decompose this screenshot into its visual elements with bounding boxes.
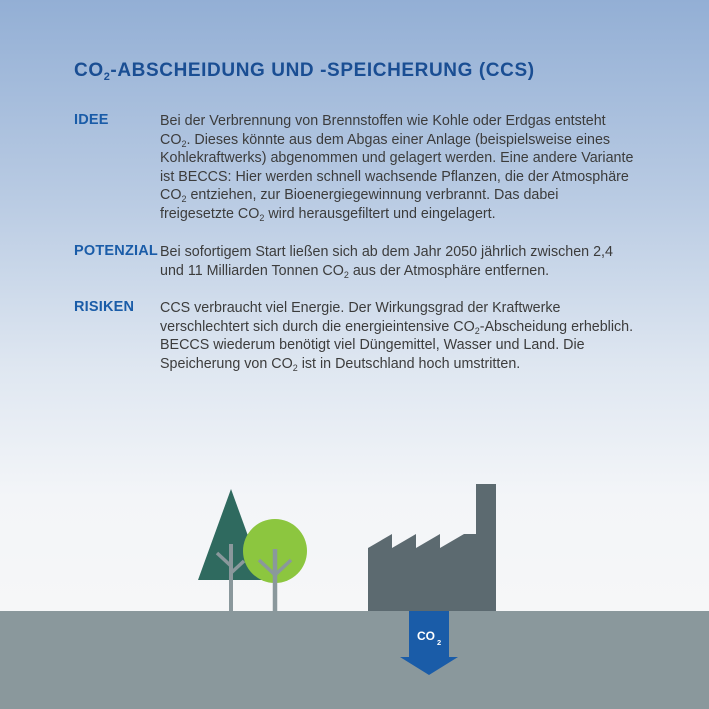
arrow-label: CO xyxy=(417,629,435,643)
title-rest: -ABSCHEIDUNG UND -SPEICHERUNG (CCS) xyxy=(110,60,535,81)
text-run: wird herausgefiltert und eingelagert. xyxy=(264,205,496,222)
text-subscript: 2 xyxy=(474,325,480,336)
text-run: -Abscheidung erheblich. BECCS wiederum benötigt viel Düngemittel, Wasser und Land. Die Speicherung von CO xyxy=(160,318,634,372)
title-co: CO xyxy=(74,60,104,81)
section-label: POTENZIAL xyxy=(74,243,158,259)
text-run: ist in Deutschland hoch umstritten. xyxy=(297,355,521,372)
text-run: Bei sofortigem Start ließen sich ab dem Jahr 2050 jährlich zwischen 2,4 und 11 Milliarden Tonnen CO xyxy=(160,244,613,279)
text-subscript: 2 xyxy=(259,212,265,223)
text-run: Bei der Verbrennung von Brennstoffen wie Kohle oder Erdgas entsteht CO xyxy=(160,113,606,148)
deciduous-tree xyxy=(243,519,307,611)
text-subscript: 2 xyxy=(181,138,187,149)
text-subscript: 2 xyxy=(343,269,349,280)
text-run: . Dieses könnte aus dem Abgas einer Anlage (beispielsweise eines Kohlekraftwerks) abgenommen und gelagert werden. Eine andere Variante ist BECCS: Hier werden schnell wachsende Pflanzen, die der Atmosphäre CO xyxy=(160,131,634,204)
section-label: IDEE xyxy=(74,112,109,128)
text-run: entziehen, zur Bioenergiegewinnung verbrannt. Das dabei freigesetzte CO xyxy=(160,187,559,222)
text-subscript: 2 xyxy=(181,194,187,205)
section-label: RISIKEN xyxy=(74,299,135,315)
text-subscript: 2 xyxy=(292,362,298,373)
text-run: CCS verbraucht viel Energie. Der Wirkungsgrad der Kraftwerke verschlechtert sich durch die energieintensive CO xyxy=(160,300,561,335)
text-run: aus der Atmosphäre entfernen. xyxy=(348,262,550,279)
factory-icon xyxy=(368,484,496,611)
title-subscript: 2 xyxy=(103,71,111,83)
arrow-label-subscript: 2 xyxy=(437,638,442,647)
co2-arrow xyxy=(400,611,458,675)
